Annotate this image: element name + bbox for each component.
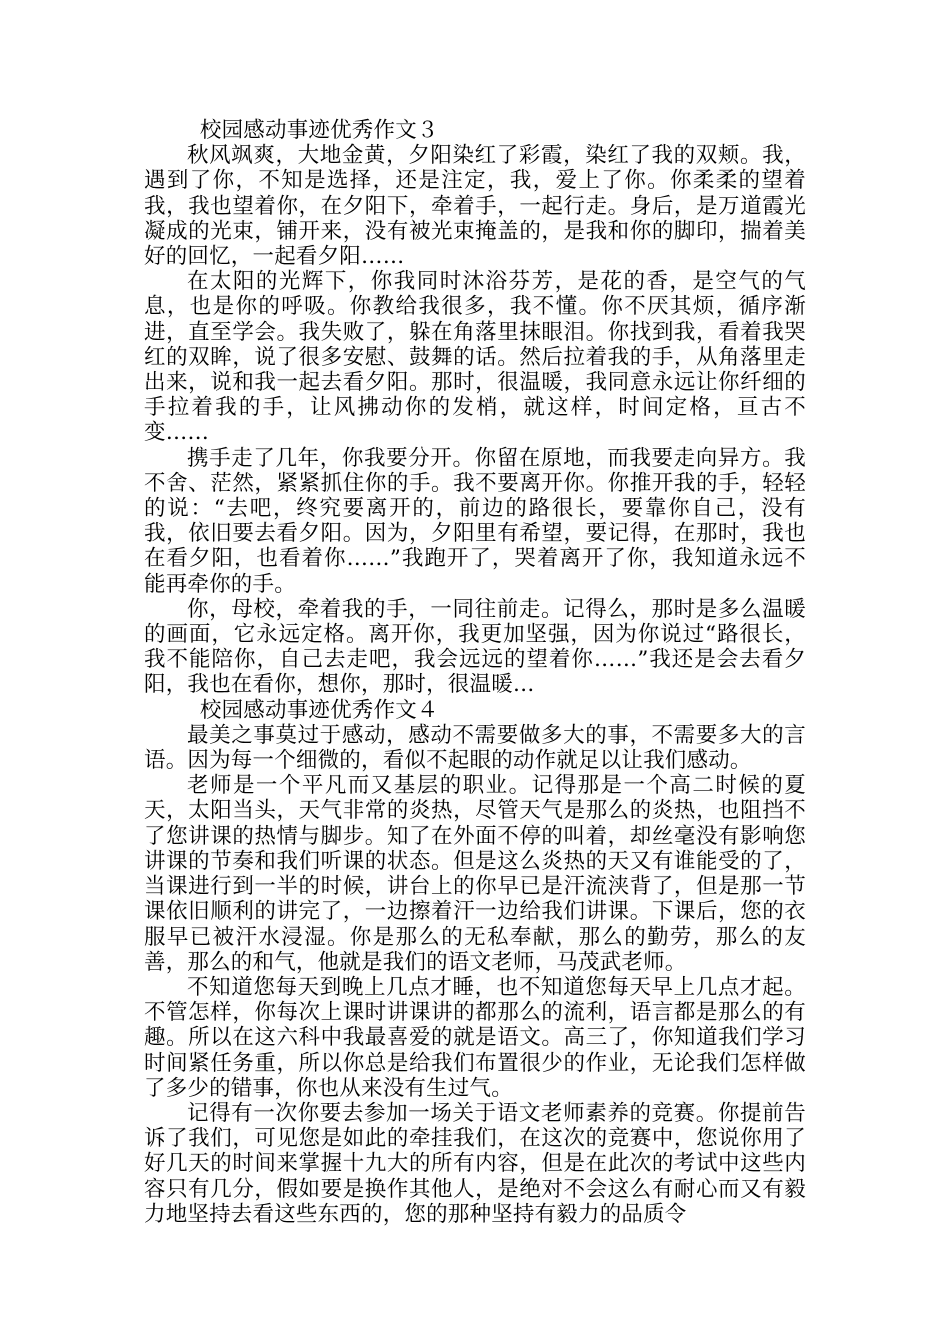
essay-title-3: 校园感动事迹优秀作文３	[199, 118, 439, 143]
paragraph: 不知道您每天到晚上几点才睡，也不知道您每天早上几点才起。不管怎样，你每次上课时讲课讲的都那么的流利，语言都是那么的有趣。所以在这六科中我最喜爱的就是语文。高三了，你知道我们学习时间紧任务重，所以你总是给我们布置很少的作业，无论我们怎样做了多少的错事，你也从来没有生过气。	[144, 974, 806, 1101]
paragraph: 携手走了几年，你我要分开。你留在原地，而我要走向异方。我不舍、茫然，紧紧抓住你的手。我不要离开你。你推开我的手，轻轻的说：“去吧，终究要离开的，前边的路很长，要靠你自己，没有我，依旧要去看夕阳。因为，夕阳里有希望，要记得，在那时，我也在看夕阳，也看着你……”我跑开了，哭着离开了你，我知道永远不能再牵你的手。	[144, 445, 806, 597]
paragraph: 老师是一个平凡而又基层的职业。记得那是一个高二时候的夏天，太阳当头，天气非常的炎热，尽管天气是那么的炎热，也阻挡不了您讲课的热情与脚步。知了在外面不停的叫着，却丝毫没有影响您讲课的节奏和我们听课的状态。但是这么炎热的天又有谁能受的了，当课进行到一半的时候，讲台上的你早已是汗流浃背了，但是那一节课依旧顺利的讲完了，一边擦着汗一边给我们讲课。下课后，您的衣服早已被汗水浸湿。你是那么的无私奉献，那么的勤劳，那么的友善，那么的和气，他就是我们的语文老师，马茂武老师。	[144, 773, 806, 975]
essay-title-4: 校园感动事迹优秀作文４	[199, 697, 439, 723]
paragraph: 最美之事莫过于感动，感动不需要做多大的事，不需要多大的言语。因为每一个细微的，看似不起眼的动作就足以让我们感动。	[144, 722, 806, 774]
document-page	[144, 118, 806, 1227]
paragraph: 在太阳的光辉下，你我同时沐浴芬芳，是花的香，是空气的气息，也是你的呼吸。你教给我很多，我不懂。你不厌其烦，循序渐进，直至学会。我失败了，躲在角落里抹眼泪。你找到我，看着我哭红的双眸，说了很多安慰、鼓舞的话。然后拉着我的手，从角落里走出来，说和我一起去看夕阳。那时，很温暖，我同意永远让你纤细的手拉着我的手，让风拂动你的发梢，就这样，时间定格，亘古不变……	[144, 269, 806, 446]
paragraph: 记得有一次你要去参加一场关于语文老师素养的竞赛。你提前告诉了我们，可见您是如此的牵挂我们，在这次的竞赛中，您说你用了好几天的时间来掌握十九大的所有内容，但是在此次的考试中这些内容只有几分，假如要是换作其他人，是绝对不会这么有耐心而又有毅力地坚持去看这些东西的，您的那种坚持有毅力的品质令	[144, 1100, 806, 1227]
paragraph: 你，母校，牵着我的手，一同往前走。记得么，那时是多么温暖的画面，它永远定格。离开你，我更加坚强，因为你说过“路很长，我不能陪你，自己去走吧，我会远远的望着你……”我还是会去看夕阳，我也在看你，想你，那时，很温暖…	[144, 596, 806, 698]
paragraph: 秋风飒爽，大地金黄，夕阳染红了彩霞，染红了我的双颊。我，遇到了你，不知是选择，还是注定，我，爱上了你。你柔柔的望着我，我也望着你，在夕阳下，牵着手，一起行走。身后，是万道霞光凝成的光束，铺开来，没有被光束掩盖的，是我和你的脚印，揣着美好的回忆，一起看夕阳……	[144, 143, 806, 270]
